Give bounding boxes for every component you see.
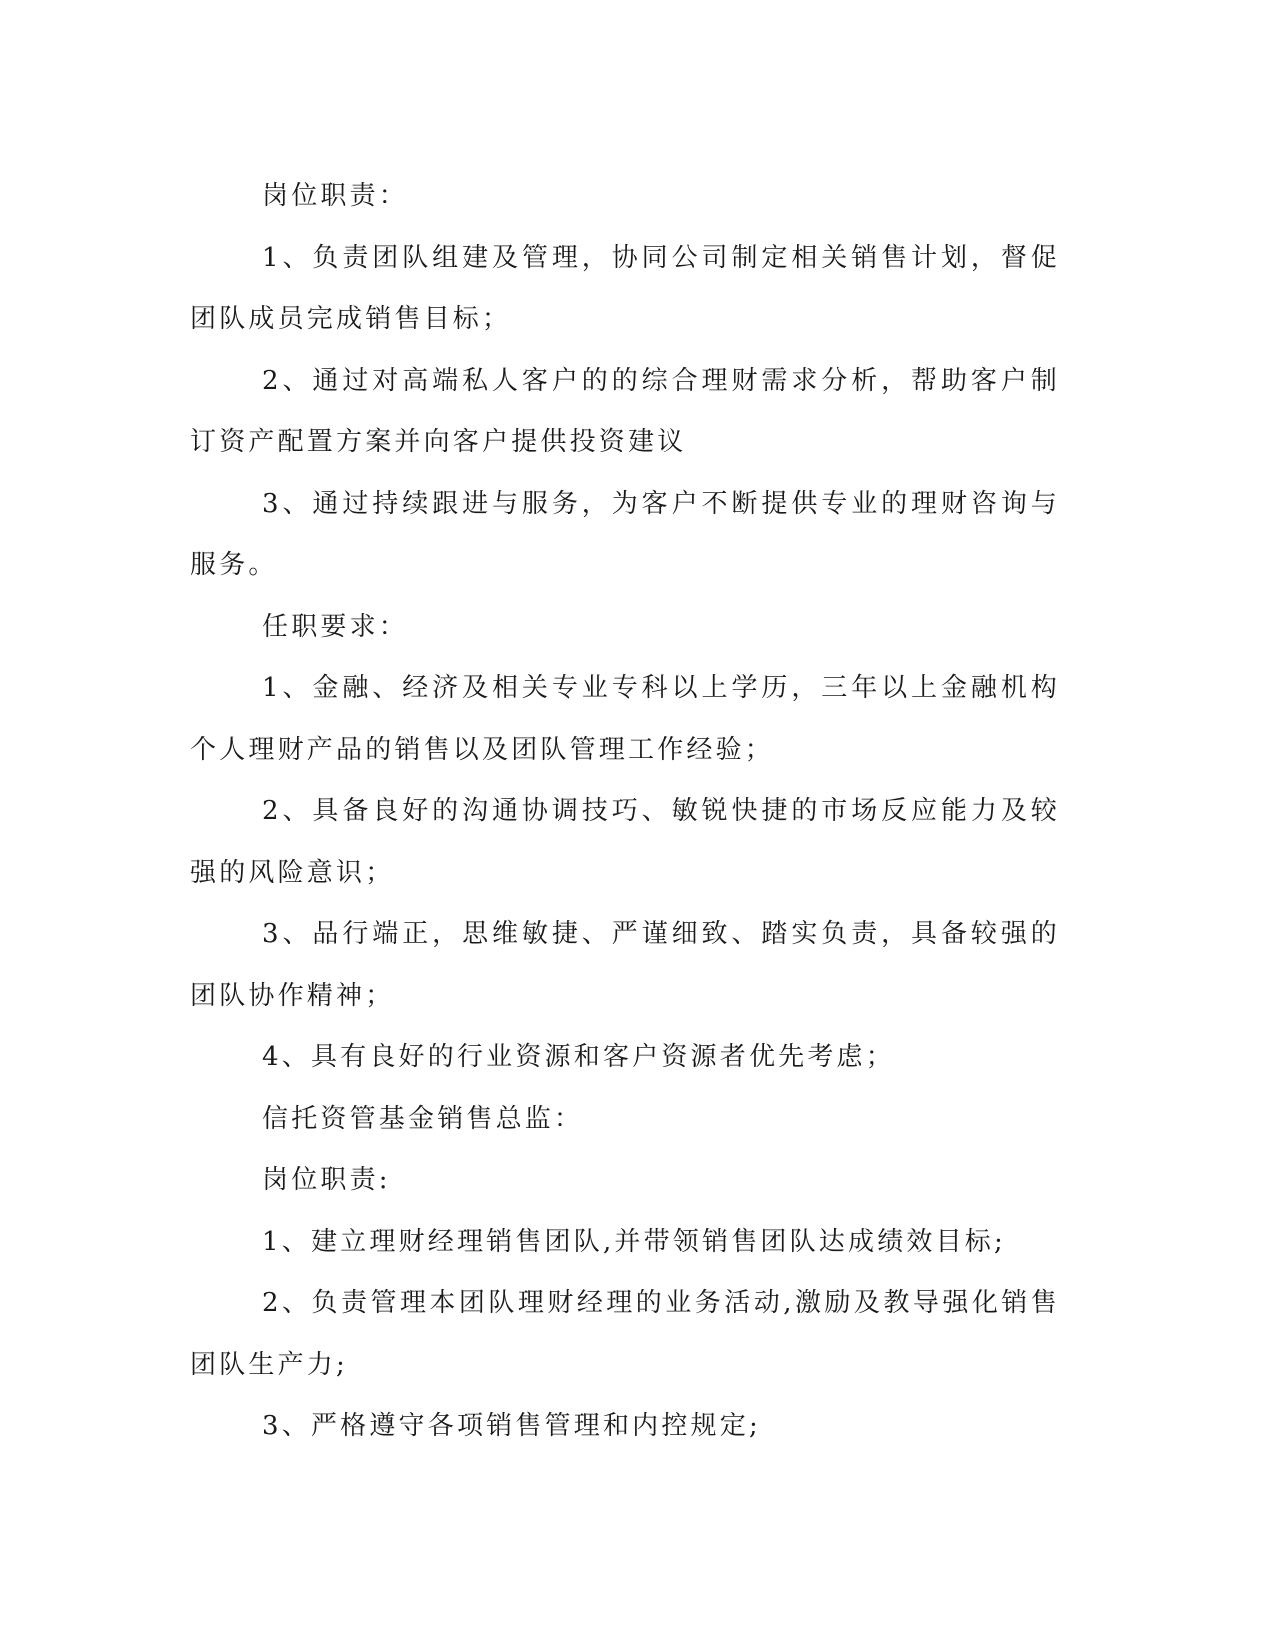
director-duty-item-3: 3、严格遵守各项销售管理和内控规定; [262, 1411, 761, 1441]
duty-item-2: 2、通过对高端私人客户的的综合理财需求分析，帮助客户制订资产配置方案并向客户提供投资建议 [190, 365, 1060, 457]
section-heading-sales-director: 信托资管基金销售总监： [262, 1103, 584, 1134]
director-duty-item-2: 2、负责管理本团队理财经理的业务活动,激励及教导强化销售团队生产力; [190, 1288, 1060, 1380]
duty-item-1: 1、负责团队组建及管理，协同公司制定相关销售计划，督促团队成员完成销售目标； [190, 242, 1060, 334]
section-heading-duties: 岗位职责： [262, 181, 409, 211]
requirement-item-3: 3、品行端正，思维敏捷、严谨细致、踏实负责，具备较强的团队协作精神； [190, 919, 1060, 1011]
document-body [190, 166, 1060, 1458]
requirement-item-2: 2、具备良好的沟通协调技巧、敏锐快捷的市场反应能力及较强的风险意识； [190, 796, 1060, 888]
requirement-item-4: 4、具有良好的行业资源和客户资源者优先考虑； [262, 1042, 895, 1072]
section-heading-director-duties: 岗位职责: [262, 1165, 391, 1195]
duty-item-3: 3、通过持续跟进与服务，为客户不断提供专业的理财咨询与服务。 [190, 488, 1060, 580]
requirement-item-1: 1、金融、经济及相关专业专科以上学历，三年以上金融机构个人理财产品的销售以及团队管理工作经验； [190, 673, 1060, 765]
section-heading-requirements: 任职要求： [262, 611, 409, 642]
director-duty-item-1: 1、建立理财经理销售团队,并带领销售团队达成绩效目标; [262, 1226, 1006, 1257]
